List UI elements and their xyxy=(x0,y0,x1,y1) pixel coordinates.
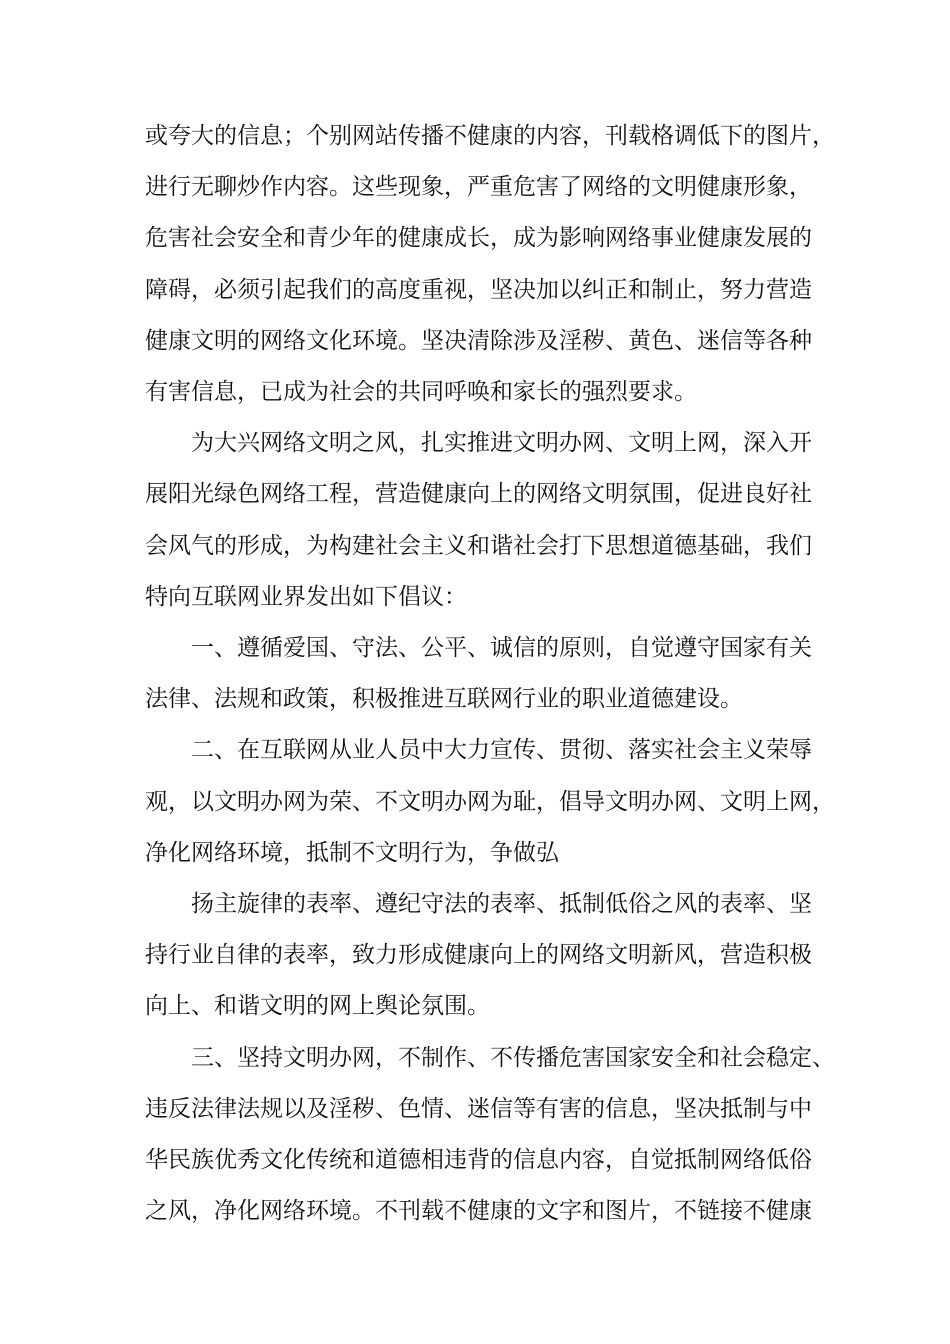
text-line: 华民族优秀文化传统和道德相违背的信息内容，自觉抵制网络低俗 xyxy=(145,1147,812,1174)
text-line: 会风气的形成，为构建社会主义和谐社会打下思想道德基础，我们 xyxy=(145,532,812,559)
document-body xyxy=(145,111,835,1237)
text-line: 或夸大的信息；个别网站传播不健康的内容，刊载格调低下的图片， xyxy=(145,123,835,149)
paragraph-start-line: 一、遵循爱国、守法、公平、诚信的原则，自觉遵守国家有关 xyxy=(191,635,812,662)
text-line: 向上、和谐文明的网上舆论氛围。 xyxy=(145,993,490,1020)
text-line: 进行无聊炒作内容。这些现象，严重危害了网络的文明健康形象， xyxy=(145,174,812,201)
paragraph-start-line: 为大兴网络文明之风，扎实推进文明办网、文明上网，深入开 xyxy=(191,430,812,457)
text-line: 净化网络环境，抵制不文明行为，争做弘 xyxy=(145,839,559,866)
text-line: 障碍，必须引起我们的高度重视，坚决加以纠正和制止，努力营造 xyxy=(145,276,812,303)
text-line: 之风，净化网络环境。不刊载不健康的文字和图片，不链接不健康 xyxy=(145,1198,812,1225)
text-line: 危害社会安全和青少年的健康成长，成为影响网络事业健康发展的 xyxy=(145,225,812,252)
text-line: 特向互联网业界发出如下倡议： xyxy=(145,583,467,610)
text-line: 观，以文明办网为荣、不文明办网为耻，倡导文明办网、文明上网， xyxy=(145,788,835,815)
text-line: 有害信息，已成为社会的共同呼唤和家长的强烈要求。 xyxy=(145,379,697,406)
paragraph-start-line: 二、在互联网从业人员中大力宣传、贯彻、落实社会主义荣辱 xyxy=(191,737,812,764)
text-line: 健康文明的网络文化环境。坚决清除涉及淫秽、黄色、迷信等各种 xyxy=(145,327,812,354)
paragraph-start-line: 扬主旋律的表率、遵纪守法的表率、抵制低俗之风的表率、坚 xyxy=(191,891,812,918)
paragraph-start-line: 三、坚持文明办网，不制作、不传播危害国家安全和社会稳定、 xyxy=(191,1044,835,1071)
text-line: 法律、法规和政策，积极推进互联网行业的职业道德建设。 xyxy=(145,686,743,713)
text-line: 持行业自律的表率，致力形成健康向上的网络文明新风，营造积极 xyxy=(145,942,812,969)
text-line: 违反法律法规以及淫秽、色情、迷信等有害的信息，坚决抵制与中 xyxy=(145,1095,812,1122)
text-line: 展阳光绿色网络工程，营造健康向上的网络文明氛围，促进良好社 xyxy=(145,481,812,508)
